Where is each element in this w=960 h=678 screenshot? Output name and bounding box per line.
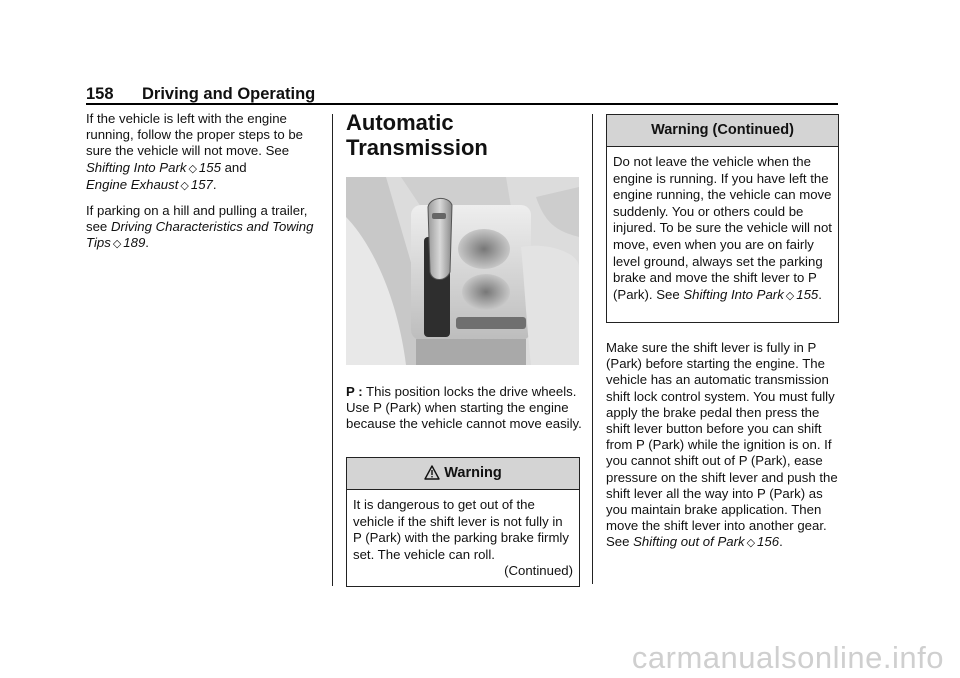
xref-shifting-into-park[interactable] xyxy=(86,160,221,175)
warning-continued-title: Warning (Continued) xyxy=(651,122,794,138)
warning-body xyxy=(347,490,579,586)
warning-continued-header xyxy=(607,115,838,147)
warning-box xyxy=(346,457,580,587)
paragraph-text: . xyxy=(212,176,217,192)
paragraph-text: If parking on a hill and pulling a trailer, see xyxy=(86,203,308,235)
xref-page: 189 xyxy=(123,235,146,251)
xref-page: 156 xyxy=(757,534,780,550)
header-rule xyxy=(86,103,838,105)
page-header xyxy=(86,84,838,104)
xref-page: 155 xyxy=(796,286,819,302)
xref-engine-exhaust[interactable] xyxy=(86,177,213,192)
page-number: 158 xyxy=(86,85,114,103)
xref-arrow-icon: ◇ xyxy=(746,537,756,550)
paragraph-left-hill-parking xyxy=(86,203,318,253)
watermark xyxy=(0,640,960,676)
warning-continued-body xyxy=(607,147,838,310)
column-divider-2 xyxy=(592,114,593,584)
section-heading xyxy=(346,110,580,160)
xref-page: 155 xyxy=(198,159,221,175)
warning-text: Do not leave the vehicle when the engine is running. If you have left the engine running, the vehicle can move suddenly. You or others could be injured. To be sure the vehicle will not move, even when you are on fairly level ground, always set the parking brake and move the shift lever to P (Park). See xyxy=(613,154,832,302)
column-left xyxy=(86,111,318,253)
paragraph-text: . xyxy=(818,286,822,302)
shift-lever-illustration xyxy=(346,177,579,365)
column-middle xyxy=(346,110,580,160)
xref-arrow-icon: ◇ xyxy=(180,179,189,192)
xref-title: Shifting Into Park xyxy=(86,159,187,175)
xref-title: Shifting out of Park xyxy=(633,534,745,550)
warning-continued-box xyxy=(606,114,839,323)
xref-shifting-out-of-park[interactable] xyxy=(633,534,779,549)
xref-page: 157 xyxy=(190,176,213,192)
xref-title: Shifting Into Park xyxy=(683,286,784,302)
column-divider-1 xyxy=(332,114,333,586)
paragraph-text: . xyxy=(145,235,149,251)
paragraph-shift-lock xyxy=(606,340,838,552)
section-heading-line2: Transmission xyxy=(346,135,488,160)
xref-arrow-icon: ◇ xyxy=(112,238,122,251)
xref-driving-characteristics[interactable] xyxy=(86,219,313,250)
shift-lever-photo xyxy=(346,177,579,365)
paragraph-text: Make sure the shift lever is fully in P (Park) before starting the engine. The vehicle has an automatic transmission shift lock control system. You must fully apply the brake pedal then press the shift lever button before you can shift from P (Park) while the ignition is on. If you cannot shift out of P (Park), ease pressure on the shift lever and push the shift lever all the way into P (Park) as you maintain brake application. Then move the shift lever into another gear. See xyxy=(606,340,838,550)
xref-title: Engine Exhaust xyxy=(86,176,179,192)
watermark-text: carmanualsonline.info xyxy=(631,640,944,675)
paragraph-left-vehicle-running xyxy=(86,111,318,194)
warning-header xyxy=(347,458,579,490)
warning-triangle-icon xyxy=(424,461,440,491)
section-heading-line1: Automatic xyxy=(346,110,454,135)
xref-title: Driving Characteristics and Towing Tips xyxy=(86,219,314,251)
warning-title: Warning xyxy=(444,465,502,481)
paragraph-text: . xyxy=(779,534,783,550)
paragraph-text: and xyxy=(220,159,247,175)
warning-continued-paragraph xyxy=(613,154,832,304)
xref-shifting-into-park-2[interactable] xyxy=(683,287,818,302)
warning-text: It is dangerous to get out of the vehicle if the shift lever is not fully in P (Park) with the parking brake firmly set. The vehicle can roll. xyxy=(353,497,569,562)
section-title-header: Driving and Operating xyxy=(142,85,316,103)
paragraph-park-position xyxy=(346,384,582,433)
park-label: P : xyxy=(346,384,363,399)
paragraph-text: If the vehicle is left with the engine running, follow the proper steps to be sure the vehicle will not move. See xyxy=(86,111,303,159)
xref-arrow-icon: ◇ xyxy=(188,162,197,175)
xref-arrow-icon: ◇ xyxy=(785,289,795,302)
paragraph-text: This position locks the drive wheels. Use P (Park) when starting the engine because the vehicle cannot move easily. xyxy=(346,384,582,432)
p-position-paragraph xyxy=(346,384,582,433)
warning-continued: (Continued) xyxy=(504,563,573,579)
column-right-paragraph xyxy=(606,340,838,552)
